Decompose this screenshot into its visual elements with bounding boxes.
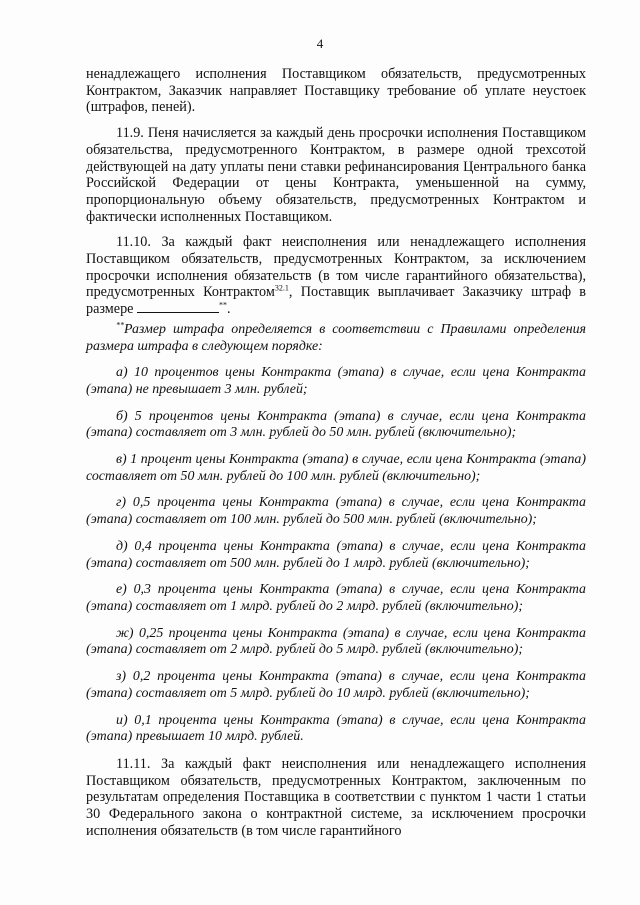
paragraph-continuation: ненадлежащего исполнения Поставщиком обязательств, предусмотренных Контрактом, Заказчик направляет Поставщику требование об уплате неустоек (штрафов, пеней).	[86, 66, 586, 116]
fine-amount-blank	[137, 301, 219, 313]
clause-11-9: 11.9. Пеня начисляется за каждый день просрочки исполнения Поставщиком обязательства, предусмотренного Контрактом, в размере одной трехсотой действующей на дату уплаты пени ставки рефинансирования Центрального банка Российской Федерации от цены Контракта, уменьшенной на сумму, пропорциональную объему обязательств, предусмотренных Контрактом и фактически исполненных Поставщиком.	[86, 125, 586, 225]
fine-size-note	[86, 322, 586, 355]
footnote-ref-32-1: 32.1	[274, 283, 289, 293]
fine-item-e: е) 0,3 процента цены Контракта (этапа) в случае, если цена Контракта (этапа) составляет от 1 млрд. рублей до 2 млрд. рублей (включительно);	[86, 582, 586, 614]
note-stars: **	[116, 320, 124, 330]
fine-item-d: д) 0,4 процента цены Контракта (этапа) в случае, если цена Контракта (этапа) составляет от 500 млн. рублей до 1 млрд. рублей (включительно);	[86, 538, 586, 571]
fine-item-a: а) 10 процентов цены Контракта (этапа) в случае, если цена Контракта (этапа) не превышает 3 млн. рублей;	[86, 365, 586, 397]
page-number: 4	[316, 36, 324, 51]
clause-11-10-text: 11.10. За каждый факт неисполнения или ненадлежащего исполнения Поставщиком обязательств, предусмотренных Контрактом, за исключением просрочки исполнения обязательств (в том числе гарантийного обязательства), предусмотренных Контрактом	[86, 234, 586, 301]
fine-item-i: и) 0,1 процента цены Контракта (этапа) в случае, если цена Контракта (этапа) превышает 10 млрд. рублей.	[86, 712, 586, 745]
fine-size-note-text: Размер штрафа определяется в соответствии с Правилами определения размера штрафа в следующем порядке:	[86, 321, 586, 354]
clause-11-11: 11.11. За каждый факт неисполнения или ненадлежащего исполнения Поставщиком обязательств, предусмотренных Контрактом, заключенным по результатам определения Поставщика в соответствии с пунктом 1 части 1 статьи 30 Федерального закона о контрактной системе, за исключением просрочки исполнения обязательств (в том числе гарантийного	[86, 755, 586, 839]
fine-item-b: б) 5 процентов цены Контракта (этапа) в случае, если цена Контракта (этапа) составляет от 3 млн. рублей до 50 млн. рублей (включительно);	[86, 408, 586, 441]
fine-item-g: г) 0,5 процента цены Контракта (этапа) в случае, если цена Контракта (этапа) составляет от 100 млн. рублей до 500 млн. рублей (включительно);	[86, 495, 586, 528]
footnote-ref-stars: **	[219, 300, 228, 310]
clause-11-10-end: .	[227, 301, 231, 318]
clause-11-10	[86, 234, 586, 318]
fine-item-zh: ж) 0,25 процента цены Контракта (этапа) в случае, если цена Контракта (этапа) составляет от 2 млрд. рублей до 5 млрд. рублей (включительно);	[86, 625, 586, 658]
fine-item-z: з) 0,2 процента цены Контракта (этапа) в случае, если цена Контракта (этапа) составляет от 5 млрд. рублей до 10 млрд. рублей (включительно);	[86, 669, 586, 701]
fine-item-v: в) 1 процент цены Контракта (этапа) в случае, если цена Контракта (этапа) составляет от 50 млн. рублей до 100 млн. рублей (включительно);	[86, 452, 586, 484]
clause-11-10-text-cont: , Поставщик выплачивает Заказчику штраф в размере	[86, 284, 587, 318]
document-body	[86, 66, 586, 848]
